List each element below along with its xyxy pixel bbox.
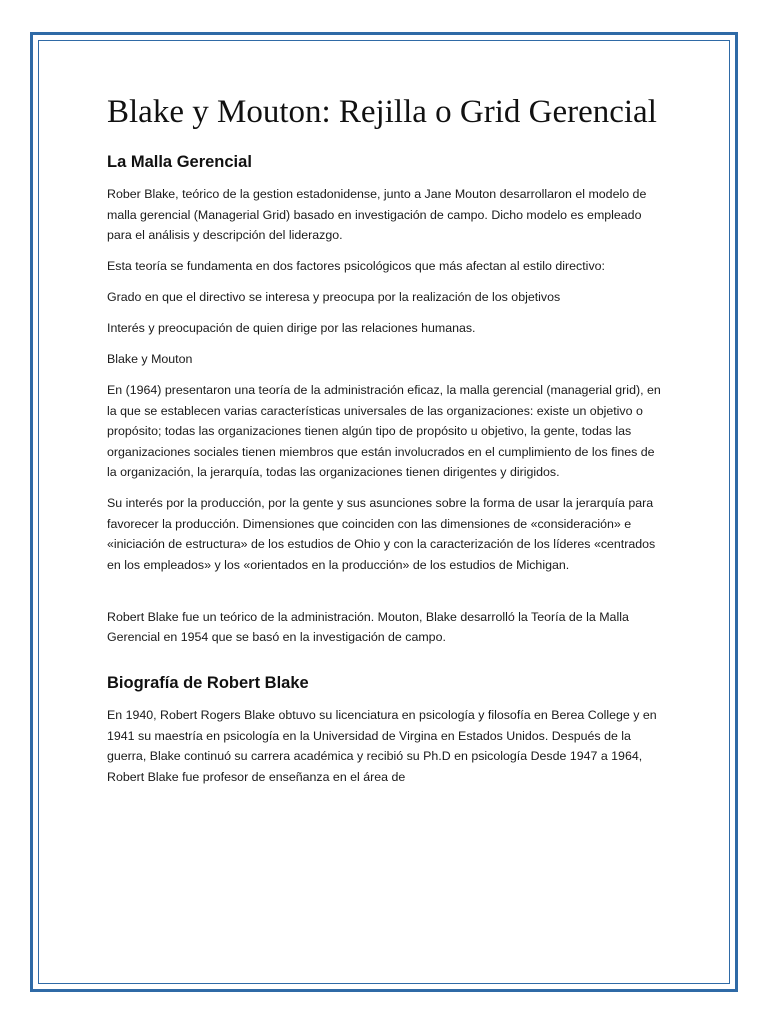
paragraph: Su interés por la producción, por la gente y sus asunciones sobre la forma de usar la jerarquía para favorecer la producción. Dimensiones que coinciden con las dimensiones de «consideración» e «iniciación de estructura» de los estudios de Ohio y con la caracterización de los líderes «centrados en los empleados» y los «orientados en la producción» de los estudios de Michigan. [107,496,656,572]
blank-line [107,586,667,607]
paragraph: Grado en que el directivo se interesa y preocupa por la realización de los objetivos [107,290,561,304]
paragraph: Interés y preocupación de quien dirige por las relaciones humanas. [107,321,476,335]
paragraph: Blake y Mouton [107,352,193,366]
section-heading-biografia: Biografía de Robert Blake [107,674,309,692]
blank-line [107,658,667,674]
paragraph: En (1964) presentaron una teoría de la administración eficaz, la malla gerencial (managerial grid), en la que se establecen varias características universales de las organizaciones: existe un objetivo o propósito; todas las organizaciones tienen algún tipo de propósito u objetivo, la gente, todas las organizaciones sociales tienen miembros que están involucrados en el cumplimiento de los fines de la organización, la jerarquía, todas las organizaciones tienen dirigentes y dirigidos. [107,383,661,479]
document-body [107,92,667,798]
section-heading-malla-gerencial: La Malla Gerencial [107,153,252,171]
paragraph: Robert Blake fue un teórico de la administración. Mouton, Blake desarrolló la Teoría de la Malla Gerencial en 1954 que se basó en la investigación de campo. [107,609,629,644]
paragraph: En 1940, Robert Rogers Blake obtuvo su licenciatura en psicología y filosofía en Berea College y en 1941 su maestría en psicología en la Universidad de Virgina en Estados Unidos. Después de la guerra, Blake continuó su carrera académica y recibió su Ph.D en psicología Desde 1947 a 1964, Robert Blake fue profesor de enseñanza en el área de [107,708,657,784]
document-title: Blake y Mouton: Rejilla o Grid Gerencial [107,94,657,130]
paragraph: Esta teoría se fundamenta en dos factores psicológicos que más afectan al estilo directivo: [107,259,605,273]
paragraph: Rober Blake, teórico de la gestion estadonidense, junto a Jane Mouton desarrollaron el modelo de malla gerencial (Managerial Grid) basado en investigación de campo. Dicho modelo es empleado para el análisis y descripción del liderazgo. [107,187,647,242]
